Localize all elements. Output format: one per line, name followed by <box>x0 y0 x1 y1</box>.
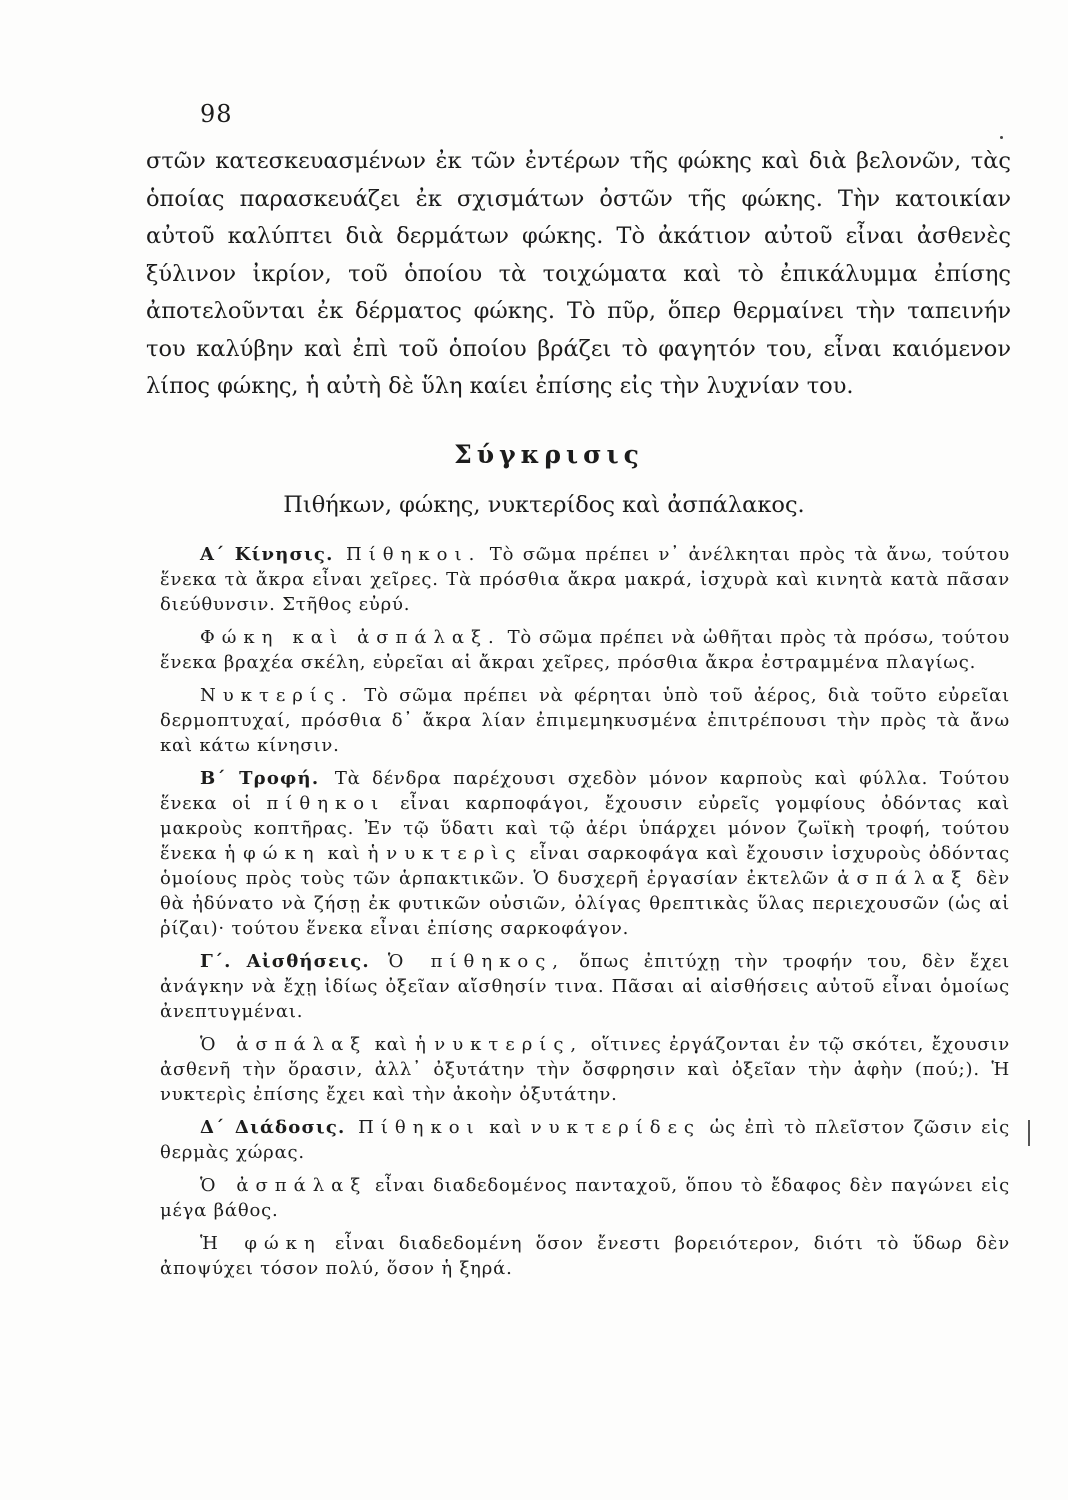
section-label-diadosis: Δ΄ Διάδοσις. <box>200 1117 346 1138</box>
ink-dot <box>1000 136 1003 139</box>
upper-text-block <box>146 143 1011 406</box>
margin-mark <box>1028 1120 1030 1146</box>
subject-apes: Πίθηκοι <box>358 1117 481 1138</box>
section-title: Σύγκρισις <box>454 440 644 469</box>
paragraph-aistheseis-ape <box>160 949 1010 1024</box>
subject-bat: Νυκτερίς. <box>200 685 354 706</box>
paragraph-text: ὅπως ἐπιτύχῃ τὴν τροφήν του, δὲν ἔχει ἀνάγκην νὰ ἔχῃ ἰδίως ὀξεῖαν αἴσθησίν τινα. Πᾶσαι αἱ αἰσθήσεις αὐτοῦ εἶναι ὁμοίως ἀνεπτυγμέναι. <box>160 951 1011 1022</box>
paragraph-kinesis-apes <box>160 542 1010 617</box>
subject-seal-mole: Φώκη καὶ ἀσπάλαξ. <box>200 627 501 648</box>
paragraph-kinesis-bat <box>160 683 1010 758</box>
subject-apes: πίθηκοι <box>266 793 386 814</box>
paragraph-text: Τὸ σῶμα πρέπει νὰ ὠθῆται πρὸς τὰ πρόσω, τούτου ἕνεκα βραχέα σκέλη, εὐρεῖαι αἱ ἄκραι χεῖρες, πρόσθια ἄκρα ἐστραμμένα πλαγίως. <box>160 627 1010 673</box>
subject-mole: Ὁ ἀσπάλαξ <box>200 1034 368 1055</box>
paragraph-text: καὶ ἡ <box>374 1034 427 1055</box>
paragraph-text: Τὸ σῶμα πρέπει νὰ φέρηται ὑπὸ τοῦ ἀέρος, διὰ τοῦτο εὐρεῖαι δερμοπτυχαί, πρόσθια δ᾿ ἄκρα λίαν ἐπιμεμηκυσμένα ἐπιτρέπουσι τὴν πρὸς τὰ ἄνω καὶ κάτω κίνησιν. <box>160 685 1010 756</box>
paragraph-text: εἶναι σαρκοφάγα καὶ ἔχουσιν ἰσχυροὺς ὀδόντας ὁμοίους πρὸς τοὺς τῶν ἁρπακτικῶν. Ὁ δυσχερῆ ἐργασίαν ἐκτελῶν <box>160 843 1011 889</box>
upper-paragraph: στῶν κατεσκευασμένων ἐκ τῶν ἐντέρων τῆς φώκης καὶ διὰ βελονῶν, τὰς ὁποίας παρασκευάζει ἐκ σχισμάτων ὀστῶν τῆς φώκης. Τὴν κατοικίαν αὐτοῦ καλύπτει διὰ δερμάτων φώκης. Τὸ ἀκάτιον αὐτοῦ εἶναι ἀσθενὲς ξύλινον ἰκρίον, τοῦ ὁποίου τὰ τοιχώματα καὶ τὸ ἐπικάλυμμα ἐπίσης ἀποτελοῦνται ἐκ δέρματος φώκης. Τὸ πῦρ, ὅπερ θερμαίνει τὴν ταπεινήν του καλύβην καὶ ἐπὶ τοῦ ὁποίου βράζει τὸ φαγητόν του, εἶναι καιόμενον λίπος φώκης, ἡ αὐτὴ δὲ ὕλη καίει ἐπίσης εἰς τὴν λυχνίαν του. <box>146 148 1011 399</box>
subject-seal: φώκη <box>243 843 321 864</box>
paragraph-kinesis-seal-mole <box>160 625 1010 675</box>
page-number: 98 <box>200 100 233 128</box>
subject-ape: Ὁ πίθηκος, <box>387 951 566 972</box>
paragraph-text: εἶναι καρποφάγοι, ἔχουσιν εὐρεῖς γομφίους ὀδόντας καὶ μακροὺς κοπτῆρας. Ἐν τῷ ὕδατι καὶ τῷ ἀέρι ὑπάρχει μόνον ζωϊκὴ τροφή, τούτου ἕνεκα ἡ <box>160 793 1010 864</box>
paragraph-diadosis-mole <box>160 1173 1010 1223</box>
comparison-body <box>160 542 1010 1281</box>
section-label-aistheseis: Γ΄. Αἰσθήσεις. <box>200 951 370 972</box>
subject-bats: νυκτερίδες <box>530 1117 702 1138</box>
paragraph-text: εἶναι διαδεδομένος πανταχοῦ, ὅπου τὸ ἔδαφος δὲν παγώνει εἰς μέγα βάθος. <box>160 1175 1010 1221</box>
subject-mole: ἀσπάλαξ <box>837 868 969 889</box>
paragraph-diadosis-apes-bats <box>160 1115 1010 1165</box>
paragraph-text: εἶναι διαδεδομένη ὅσον ἔνεστι βορειότερον, διότι τὸ ὕδωρ δὲν ἀποψύχει τόσον πολύ, ὅσον ἡ ξηρά. <box>160 1233 1010 1279</box>
paragraph-text: καὶ <box>489 1117 523 1138</box>
paragraph-text: ὡς ἐπὶ τὸ πλεῖστον ζῶσιν εἰς θερμὰς χώρας. <box>160 1117 1010 1163</box>
paragraph-text: οἵτινες ἐργάζονται ἐν τῷ σκότει, ἔχουσιν ἀσθενῆ τὴν ὅρασιν, ἀλλ᾿ ὀξυτάτην τὴν ὄσφρησιν καὶ ὀξεῖαν τὴν ἀφὴν (πού;). Ἡ νυκτερὶς ἐπίσης ἔχει καὶ τὴν ἀκοὴν ὀξυτάτην. <box>160 1034 1010 1105</box>
subject-bat: νυκτερίς, <box>434 1034 584 1055</box>
paragraph-text: καὶ ἡ <box>327 843 380 864</box>
section-subtitle: Πιθήκων, φώκης, νυκτερίδος καὶ ἀσπάλακος. <box>283 492 805 518</box>
paragraph-text: δὲν θὰ ἠδύνατο νὰ ζήσῃ ἐκ φυτικῶν οὐσιῶν, ὀλίγας θρεπτικὰς ὕλας περιεχουσῶν (ὡς αἱ ῥίζαι)· τούτου ἕνεκα εἶναι ἐπίσης σαρκοφάγον. <box>160 868 1011 939</box>
subject-apes: Πίθηκοι. <box>346 544 482 565</box>
paragraph-diadosis-seal <box>160 1231 1010 1281</box>
subject-bat: νυκτερὶς <box>386 843 523 864</box>
subject-mole: Ὁ ἀσπάλαξ <box>200 1175 368 1196</box>
paragraph-text: Τὰ δένδρα παρέχουσι σχεδὸν μόνον καρποὺς καὶ φύλλα. Τούτου ἕνεκα οἱ <box>160 768 1010 814</box>
section-label-kinesis: Α΄ Κίνησις. <box>200 544 334 565</box>
paragraph-aistheseis-mole-bat <box>160 1032 1010 1107</box>
subject-seal: Ἡ φώκη <box>200 1233 322 1254</box>
section-label-trophe: Β΄ Τροφή. <box>200 768 320 789</box>
paragraph-trophe <box>160 766 1010 941</box>
paragraph-text: Τὸ σῶμα πρέπει ν᾿ ἀνέλκηται πρὸς τὰ ἄνω, τούτου ἕνεκα τὰ ἄκρα εἶναι χεῖρες. Τὰ πρόσθια ἄκρα μακρά, ἰσχυρὰ καὶ κινητὰ κατὰ πᾶσαν διεύθυνσιν. Στῆθος εὐρύ. <box>160 544 1010 615</box>
